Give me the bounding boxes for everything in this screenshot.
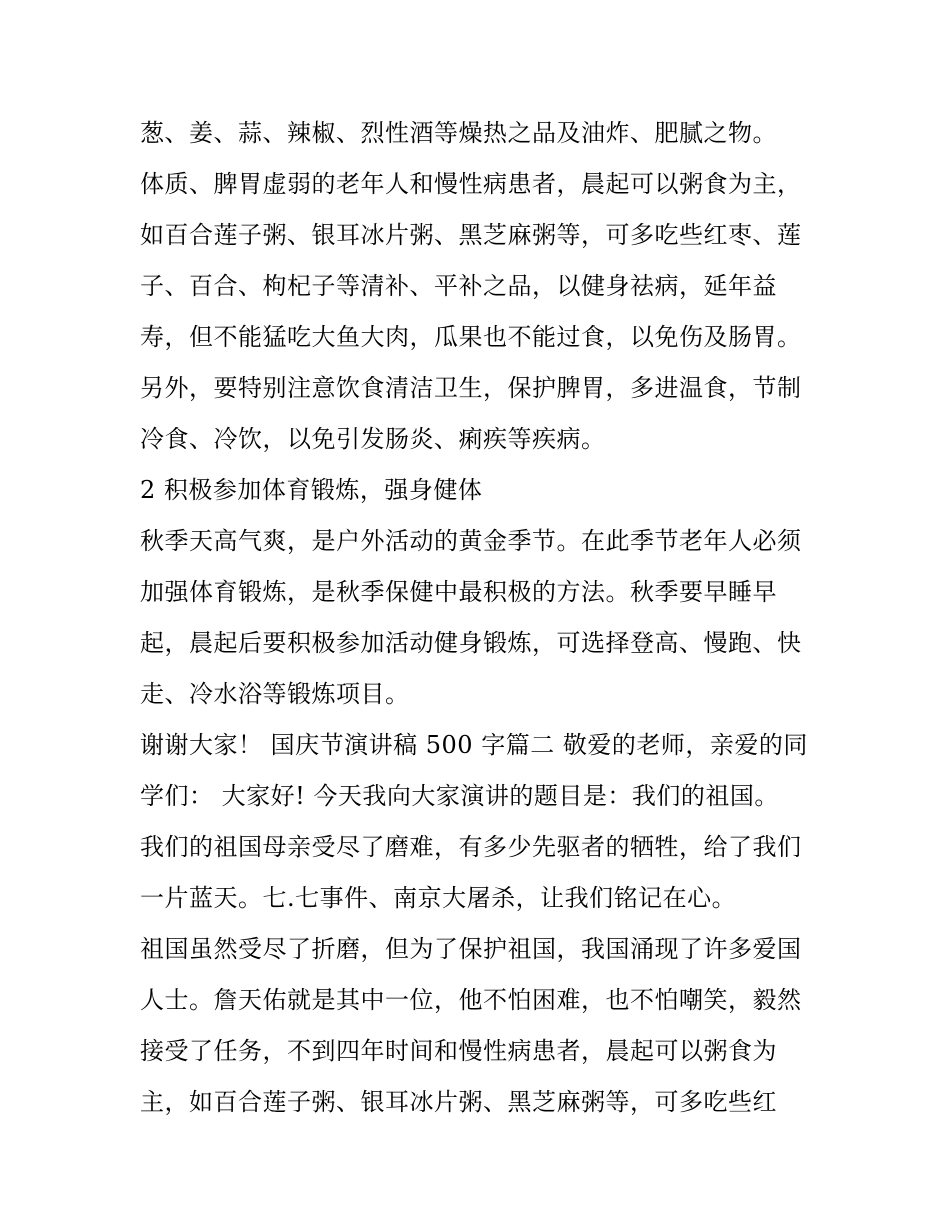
text-line: 人士。詹天佑就是其中一位，他不怕困难，也不怕嘲笑，毅然	[140, 986, 802, 1014]
text-line: 走、冷水浴等锻炼项目。	[140, 680, 410, 708]
text-line: 主，如百合莲子粥、银耳冰片粥、黑芝麻粥等，可多吃些红	[140, 1088, 777, 1116]
text-line: 一片蓝天。七.七事件、南京大屠杀，让我们铭记在心。	[140, 884, 737, 912]
text-line: 葱、姜、蒜、辣椒、烈性酒等燥热之品及油炸、肥腻之物。	[140, 119, 777, 147]
text-line: 寿，但不能猛吃大鱼大肉，瓜果也不能过食，以免伤及肠胃。	[140, 323, 802, 351]
body-text	[140, 108, 820, 1128]
text-line: 体质、脾胃虚弱的老年人和慢性病患者，晨起可以粥食为主，	[140, 170, 802, 198]
text-line: 我们的祖国母亲受尽了磨难，有多少先驱者的牺牲，给了我们	[140, 833, 802, 861]
text-line: 如百合莲子粥、银耳冰片粥、黑芝麻粥等，可多吃些红枣、莲	[140, 221, 802, 249]
text-line: 冷食、冷饮，以免引发肠炎、痢疾等疾病。	[140, 425, 606, 453]
text-line: 加强体育锻炼，是秋季保健中最积极的方法。秋季要早睡早	[140, 578, 777, 606]
text-line: 谢谢大家！ 国庆节演讲稿 500 字篇二 敬爱的老师，亲爱的同	[140, 731, 808, 759]
text-line: 学们： 大家好! 今天我向大家演讲的题目是：我们的祖国。	[140, 782, 779, 810]
text-line: 起，晨起后要积极参加活动健身锻炼，可选择登高、慢跑、快	[140, 629, 802, 657]
text-line: 秋季天高气爽，是户外活动的黄金季节。在此季节老年人必须	[140, 527, 802, 555]
text-line: 接受了任务，不到四年时间和慢性病患者，晨起可以粥食为	[140, 1037, 777, 1065]
text-line: 子、百合、枸杞子等清补、平补之品，以健身祛病，延年益	[140, 272, 777, 300]
section-heading: 2 积极参加体育锻炼，强身健体	[140, 476, 483, 504]
text-line: 祖国虽然受尽了折磨，但为了保护祖国，我国涌现了许多爱国	[140, 935, 802, 963]
text-line: 另外，要特别注意饮食清洁卫生，保护脾胃，多进温食，节制	[140, 374, 802, 402]
